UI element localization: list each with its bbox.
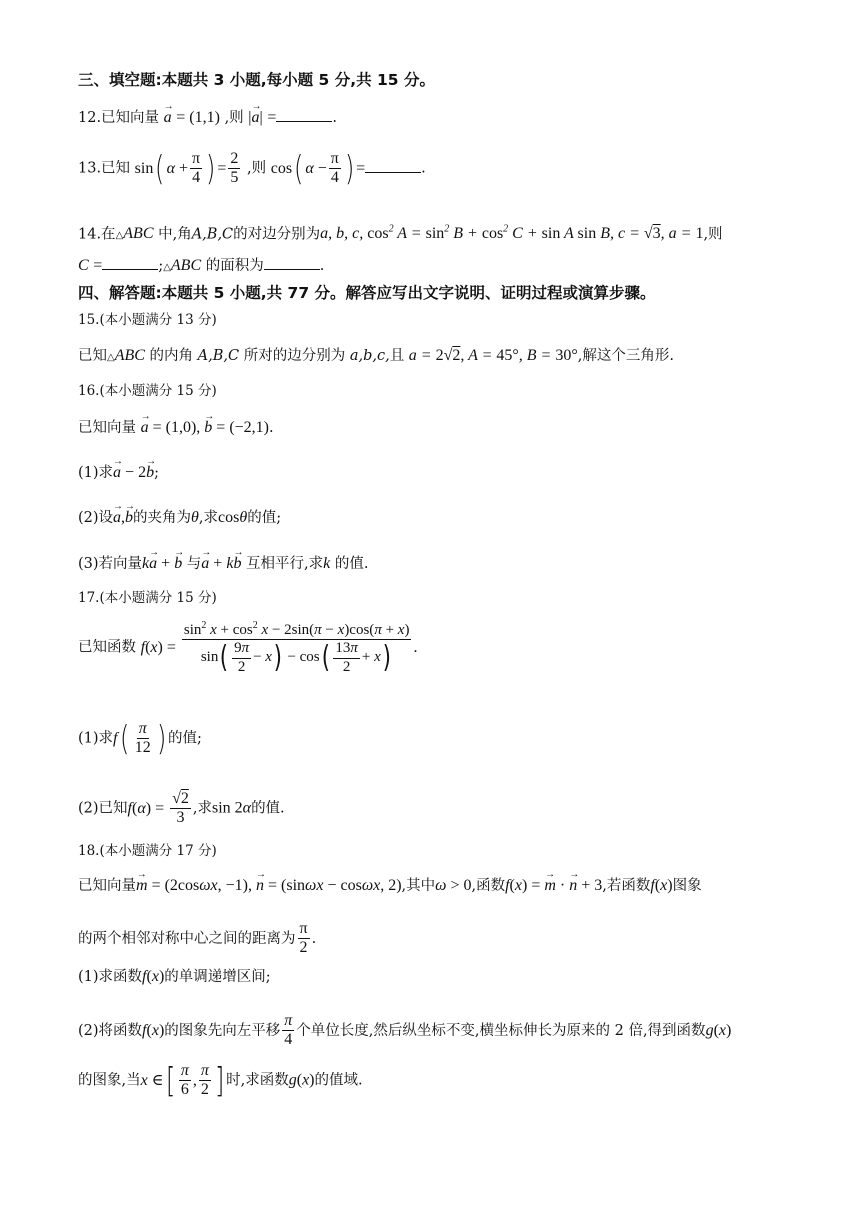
- section-4-title: 四、解答题:本题共 5 小题,共 77 分。解答应写出文字说明、证明过程或演算步骤。: [78, 284, 656, 302]
- question-12: 12.已知向量 → a = (1,1) ,则 |→ a| = .: [78, 107, 337, 128]
- q14-t5: ;: [158, 258, 164, 274]
- fx: f(x): [142, 968, 165, 985]
- q14-c: C: [78, 257, 89, 274]
- section-3-title: 三、填空题:本题共 3 小题,每小题 5 分,共 15 分。: [78, 71, 435, 89]
- omega-cond: ω > 0: [435, 877, 472, 894]
- q16-part2: [78, 508, 281, 528]
- q18-vecs: → m = (2cosωx, −1), → n = (sinωx − cosωx, 2): [136, 877, 402, 894]
- q18-t1: 已知向量: [78, 878, 136, 894]
- q18-f-def: f(x) = → m · → n + 3: [505, 877, 602, 894]
- q18-t3: ,函数: [471, 878, 506, 894]
- q16-p2a: (2)设: [78, 510, 114, 526]
- theta: θ: [191, 509, 199, 526]
- q16-p3b: 与: [186, 556, 202, 572]
- x-interval: x ∈[ $\frac{\pi}{6}$ , $\frac{\pi}{2}$ ]: [140, 1060, 225, 1101]
- q16-vecs: → a,→ b: [113, 509, 133, 526]
- triangle-abc: △ABC: [115, 225, 154, 243]
- q16-part3: [78, 554, 368, 574]
- q16-p3-expr2: → a + k→ b: [201, 555, 241, 572]
- triangle-abc: △ABC: [163, 257, 202, 274]
- q12-eq: =: [267, 109, 277, 126]
- q17-p2a: (2)已知: [78, 800, 128, 817]
- question-14-cont: C = ;△ABC 的面积为 .: [78, 257, 325, 274]
- q18-p2b: 的图象先向左平移: [164, 1022, 281, 1039]
- q18-p1a: (1)求函数: [78, 969, 143, 985]
- q17-f-pi12: f( $\frac{\pi}{12}$ ): [113, 718, 167, 759]
- q18-p2a: (2)将函数: [78, 1022, 143, 1039]
- q15-expr: a = 2√2, A = 45°, B = 30°: [408, 347, 578, 364]
- fx: f(x): [142, 1021, 165, 1039]
- q18-part2: [78, 1012, 731, 1050]
- q16-p2c: ,求: [198, 510, 219, 526]
- q14-t6: 的面积为: [205, 258, 264, 274]
- q18-t5: 图象: [672, 878, 702, 894]
- q15-t4: 所对的边分别为: [243, 348, 346, 364]
- q15-t5: a,b,c,: [349, 348, 390, 364]
- q18-t6: 的两个相邻对称中心之间的距离为: [78, 930, 296, 947]
- q16-p3c: 互相平行,求: [246, 556, 324, 572]
- q14-t3: 的对边分别为: [233, 226, 321, 243]
- gx: g(x): [705, 1021, 732, 1039]
- q15-t3: A,B,C: [197, 348, 240, 364]
- sin-2alpha: sin 2α: [211, 799, 252, 817]
- q17-header: 17.(本小题满分 15 分): [78, 590, 217, 606]
- q18-p2c: 个单位长度,然后纵坐标不变,横坐标伸长为原来的 2 倍,得到函数: [296, 1022, 706, 1039]
- q16-expr: → a = (1,0), → b = (−2,1): [141, 419, 269, 436]
- q14-label: 14.在: [78, 226, 116, 243]
- question-17: [78, 620, 417, 676]
- q18-header: 18.(本小题满分 17 分): [78, 843, 217, 859]
- q16-p2d: 的值;: [247, 510, 282, 526]
- q16-part1: (1)求→ a − 2→ b;: [78, 463, 159, 483]
- q17-func: f(x) = $\sin^2 x + \cos^2 x - 2\sin(\pi - x)\cos(\pi + x)$ sin( $\frac{9\pi}{2}$ − x) − cos( $\frac{13\pi}{2}$ + x) .: [140, 620, 418, 675]
- vec-a: → a: [164, 108, 172, 128]
- pi-over-2: $\frac{\pi}{2}$: [299, 920, 308, 957]
- q13-expr1: sin( α + $\frac{\pi}{4}$ ) = $\frac{2}{5}$: [134, 148, 239, 189]
- q16-t1: 已知向量: [78, 420, 136, 436]
- question-14: [78, 220, 723, 246]
- k-var: k: [323, 555, 331, 572]
- q18-p2d: 的图象,当: [78, 1072, 141, 1089]
- q16-p3-expr1: k→ a + → b: [142, 555, 182, 572]
- q14-t2: A,B,C: [191, 226, 234, 243]
- q17-f-alpha: f(α) = $\frac{√2}{3}$: [127, 790, 189, 827]
- question-18-cont: 的两个相邻对称中心之间的距离为 $\frac{\pi}{2}$ .: [78, 920, 317, 957]
- q17-p1a: (1)求: [78, 730, 114, 747]
- answer-blank: [276, 107, 332, 122]
- q12-expr: = (1,1): [176, 109, 220, 126]
- q15-t7: ,解这个三角形.: [577, 348, 674, 364]
- q17-part1: [78, 720, 202, 758]
- answer-blank: [365, 158, 421, 173]
- q17-part2: [78, 790, 285, 828]
- gx: g(x): [288, 1071, 315, 1089]
- question-18: [78, 876, 702, 896]
- q13-label: 13.已知: [78, 160, 131, 177]
- q16-p2b: 的夹角为: [133, 510, 192, 526]
- q12-mid: ,则: [224, 110, 244, 126]
- answer-blank: [102, 255, 158, 270]
- q17-t1: 已知函数: [78, 639, 136, 656]
- q16-p3a: (3)若向量: [78, 556, 143, 572]
- fx: f(x): [650, 877, 673, 894]
- q14-expr: a, b, c, $\cos^2 A = \sin^2 B + \cos^2 C + \sin A$ sin B, c = √3, a = 1: [320, 224, 704, 243]
- q17-p2c: 的值.: [251, 800, 285, 817]
- q15-t2: 的内角: [149, 348, 194, 364]
- q18-p2e: 时,求函数: [226, 1072, 289, 1089]
- question-15: [78, 346, 674, 368]
- q16-p1-expr: → a − 2→ b: [113, 464, 154, 481]
- cos-theta: cosθ: [218, 509, 248, 526]
- q14-t1: 中,角: [158, 226, 192, 243]
- q16-header: 16.(本小题满分 15 分): [78, 383, 217, 399]
- q17-p1b: 的值;: [168, 730, 202, 747]
- q18-part1: [78, 967, 271, 987]
- q15-header: 15.(本小题满分 13 分): [78, 312, 217, 328]
- q15-t1: 已知: [78, 348, 107, 364]
- q18-part2-cont: [78, 1062, 363, 1100]
- question-13: 13.已知 sin( α + $\frac{\pi}{4}$ ) = $\frac{2}{5}$ ,则 cos( α − $\frac{\pi}{4}$ ) = .: [78, 148, 426, 189]
- q18-t4: ,若函数: [602, 878, 651, 894]
- q12-label: 12.已知向量: [78, 110, 160, 126]
- q13-expr2: cos( α − $\frac{\pi}{4}$ ) =: [270, 148, 366, 189]
- q15-t6: 且: [389, 348, 405, 364]
- pi-over-4: $\frac{\pi}{4}$: [284, 1012, 293, 1049]
- q12-abs: |→ a|: [248, 109, 262, 126]
- q16-p3d: 的值.: [334, 556, 369, 572]
- q13-mid: ,则: [247, 160, 267, 177]
- q16-p1: (1)求: [78, 465, 114, 481]
- q18-p1b: 的单调递增区间;: [164, 969, 271, 985]
- triangle-abc: △ABC: [107, 347, 145, 364]
- q14-t4: ,则: [703, 226, 723, 243]
- q17-p2b: ,求: [192, 800, 212, 817]
- question-16: 已知向量 → a = (1,0), → b = (−2,1).: [78, 418, 274, 438]
- answer-blank: [264, 255, 320, 270]
- q18-p2f: 的值域.: [314, 1072, 363, 1089]
- q18-t2: ,其中: [401, 878, 436, 894]
